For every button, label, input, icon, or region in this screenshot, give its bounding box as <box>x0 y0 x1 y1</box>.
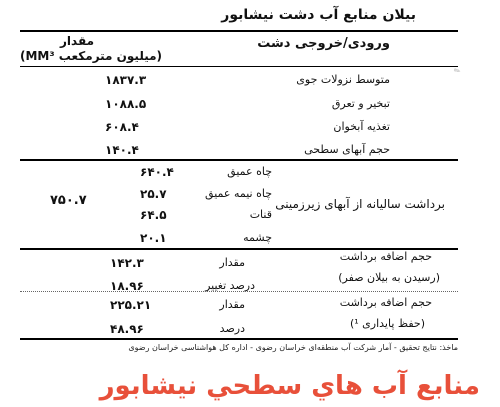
extraction-item-label: قنات <box>249 208 272 221</box>
excess1-label-1: حجم اضافه برداشت <box>339 250 432 263</box>
excess1-row-label: مقدار <box>219 256 245 269</box>
excess1-row-value: ۱۴۲.۳ <box>110 256 144 270</box>
bottom-rule <box>20 338 458 340</box>
extraction-item-value: ۶۴۰.۴ <box>140 165 174 179</box>
excess1-label-2: (رسیدن به بیلان صفر) <box>338 271 440 284</box>
extraction-item-value: ۲۰.۱ <box>140 231 167 245</box>
excess2-row-value: ۴۸.۹۶ <box>110 322 144 336</box>
header-item: ورودی/خروجی دشت <box>257 36 390 51</box>
input-label: حجم آبهای سطحی <box>304 143 390 156</box>
input-label: تبخیر و تعرق <box>331 97 390 110</box>
extraction-item-value: ۶۴.۵ <box>140 208 167 222</box>
input-label: متوسط نزولات جوی <box>296 73 390 86</box>
input-value: ۱۸۳۷.۳ <box>105 73 147 87</box>
extraction-item-value: ۲۵.۷ <box>140 187 167 201</box>
watermark-logo: ✎ <box>452 65 463 77</box>
top-rule <box>20 30 458 32</box>
extraction-item-label: چاه عمیق <box>227 165 272 178</box>
overlay-title: منابع آب هاي سطحي نيشابور <box>99 371 480 401</box>
dotted-rule <box>20 291 458 292</box>
section-rule <box>20 159 458 161</box>
header-value-2: (میلیون مترمکعب MM³) <box>20 49 163 63</box>
extraction-item-label: چشمه <box>243 231 272 244</box>
excess2-label-2: (حفظ پایداری ¹) <box>349 317 425 330</box>
table-title: بیلان منابع آب دشت نیشابور <box>221 7 416 23</box>
input-label: تغذیه آبخوان <box>333 120 390 133</box>
excess1-row-label: درصد تغییر <box>205 279 255 292</box>
input-value: ۱۴۰.۴ <box>105 143 139 157</box>
excess2-row-label: مقدار <box>219 298 245 311</box>
extraction-total: ۷۵۰.۷ <box>50 193 87 208</box>
input-value: ۱۰۸۸.۵ <box>105 97 147 111</box>
header-rule <box>20 66 458 67</box>
source-note: ماخذ: نتایج تحقیق - آمار شرکت آب منطقه‌ای خراسان رضوی - اداره کل هواشناسی خراسان رضوی <box>128 343 458 352</box>
input-value: ۶۰۸.۴ <box>105 120 139 134</box>
excess2-row-value: ۲۲۵.۲۱ <box>110 298 152 312</box>
extraction-label: برداشت سالیانه از آبهای زیرزمینی <box>275 197 445 211</box>
excess2-row-label: درصد <box>219 322 245 335</box>
header-value-1: مقدار <box>60 34 95 48</box>
extraction-item-label: چاه نیمه عمیق <box>205 187 272 200</box>
excess2-label-1: حجم اضافه برداشت <box>339 296 432 309</box>
excess1-row-value: ۱۸.۹۶ <box>110 279 144 293</box>
